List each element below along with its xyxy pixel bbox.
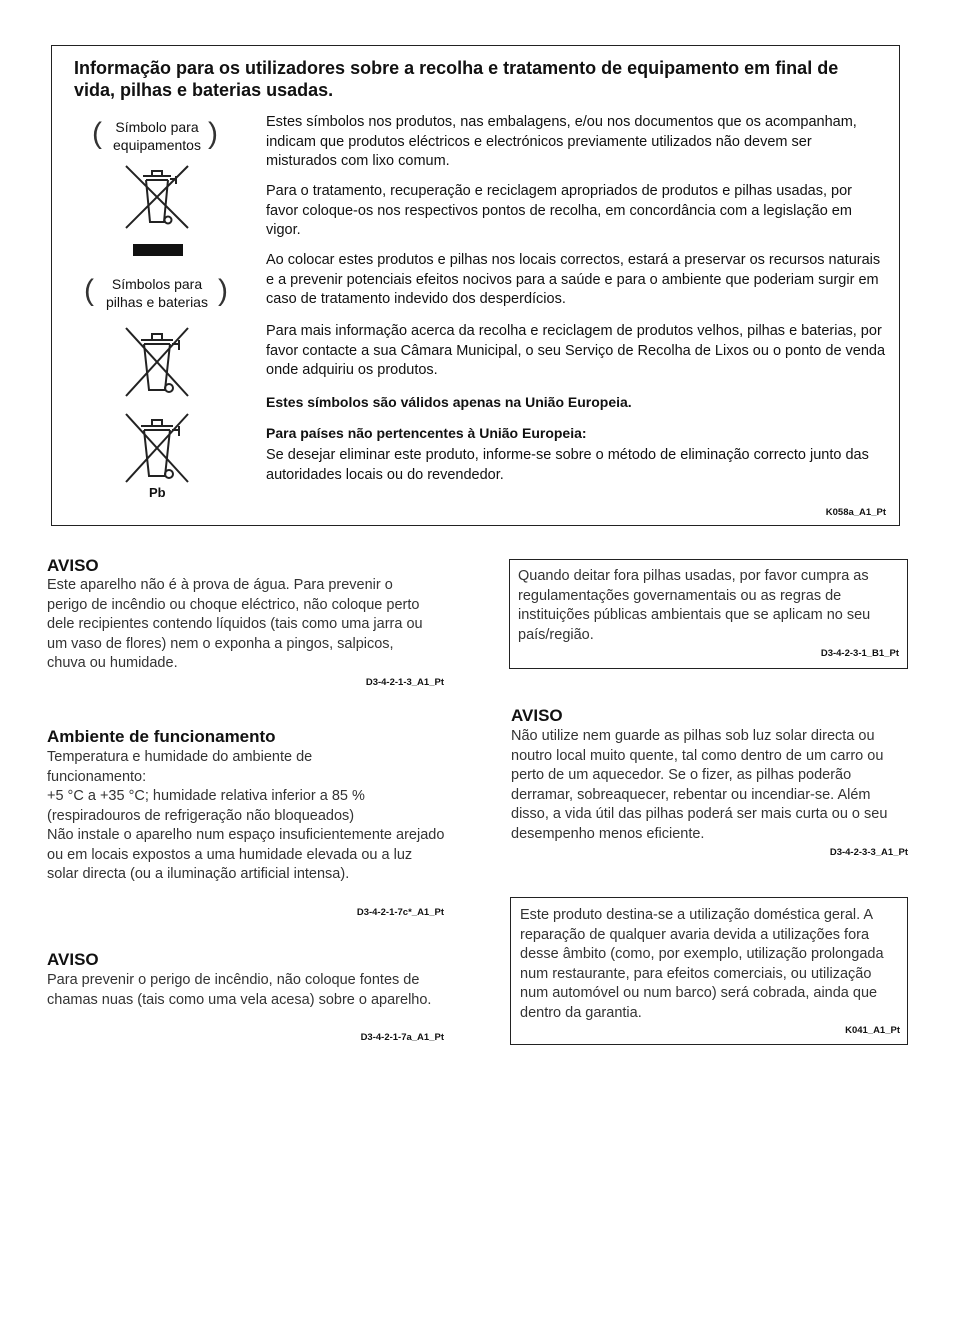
battery-disposal-box <box>509 559 908 669</box>
pb-label: Pb <box>149 485 166 500</box>
open-paren: ( <box>92 117 102 150</box>
domestic-use-text: Este produto destina-se a utilização doméstica geral. A reparação de qualquer avaria devida a utilizações fora desse âmbito (como, por exemplo, utilização prolongada num restaurante, para efeitos comerciais, ou utilização num automóvel ou num barco) será cobrada, ainda que dentro da garantia. <box>520 907 884 1021</box>
notice-paragraph-2: Para o tratamento, recuperação e reciclagem apropriados de produtos e pilhas usadas, por favor coloque-os nos respectivos pontos de recolha, em concordância com a legislação em vigor. <box>266 183 852 238</box>
aviso3-code: D3-4-2-3-3_A1_Pt <box>829 847 908 858</box>
notice-paragraph-4: Para mais informação acerca da recolha e reciclagem de produtos velhos, pilhas e baterias, por favor contacte a sua Câmara Municipal, o seu Serviço de Recolha de Lixos ou o ponto de venda onde adquiriu os produtos. <box>266 323 886 378</box>
aviso3-heading: AVISO <box>511 706 563 725</box>
notice-paragraph-1: Estes símbolos nos produtos, nas embalagens, e/ou nos documentos que os acompanham, indicam que produtos eléctricos e electrónicos previamente utilizados não devem ser misturados com lixo comum. <box>266 114 857 169</box>
ambiente-code: D3-4-2-1-7c*_A1_Pt <box>356 907 444 918</box>
ambiente-text-3: Não instale o aparelho num espaço insuficientemente arejado ou em locais expostos a uma humidade elevada ou a luz solar directa (ou a iluminação artificial intensa). <box>47 827 445 883</box>
crossed-bin-battery-pb-icon <box>124 412 190 484</box>
battery-disposal-code: D3-4-2-3-1_B1_Pt <box>820 648 899 659</box>
close-paren: ) <box>208 117 218 150</box>
aviso1-heading: AVISO <box>47 556 99 575</box>
non-eu-heading: Para países não pertencentes à União Europeia: <box>266 425 587 441</box>
non-eu-text: Se desejar eliminar este produto, informe-se sobre o método de eliminação correcto junto das autoridades locais ou do revendedor. <box>266 447 869 483</box>
aviso2-heading: AVISO <box>47 950 99 969</box>
ambiente-text-1: Temperatura e humidade do ambiente de funcionamento: <box>47 749 313 785</box>
aviso1-text: Este aparelho não é à prova de água. Para prevenir o perigo de incêndio ou choque eléctrico, não coloque perto dele recipientes contendo líquidos (tais como uma jarra ou um vaso de flores) nem o exponha a pingos, salpicos, chuva ou humidade. <box>47 577 423 672</box>
symbol-equipment-label-group <box>90 114 224 158</box>
notice-code: K058a_A1_Pt <box>825 507 886 518</box>
ambiente-heading: Ambiente de funcionamento <box>47 727 276 746</box>
aviso2-text: Para prevenir o perigo de incêndio, não coloque fontes de chamas nuas (tais como uma vela acesa) sobre o aparelho. <box>47 972 432 1008</box>
ambiente-text-2: +5 °C a +35 °C; humidade relativa inferior a 85 % (respiradouros de refrigeração não bloqueados) <box>47 788 365 824</box>
notice-title: Informação para os utilizadores sobre a recolha e tratamento de equipamento em final de vida, pilhas e baterias usadas. <box>74 58 839 100</box>
symbol-batteries-label-group <box>84 271 230 315</box>
symbol-equipment-label: Símbolo para equipamentos <box>113 119 201 153</box>
crossed-bin-equipment-icon <box>124 164 190 260</box>
crossed-bin-battery-icon <box>124 326 190 398</box>
eu-valid-text: Estes símbolos são válidos apenas na União Europeia. <box>266 394 632 410</box>
aviso3-text: Não utilize nem guarde as pilhas sob luz solar directa ou noutro local muito quente, tal como dentro de um carro ou perto de um aquecedor. Se o fizer, as pilhas poderão derramar, sobreaquecer, rebentar ou incendiar-se. Além disso, a vida útil das pilhas poderá ser mais curta ou o seu desempenho menos eficiente. <box>511 728 888 842</box>
symbol-batteries-label: Símbolos para pilhas e baterias <box>106 276 208 310</box>
aviso1-code: D3-4-2-1-3_A1_Pt <box>365 677 444 688</box>
aviso2-code: D3-4-2-1-7a_A1_Pt <box>360 1032 444 1043</box>
notice-paragraph-3: Ao colocar estes produtos e pilhas nos locais correctos, estará a preservar os recursos naturais e a prevenir potenciais efeitos nocivos para a saúde e para o ambiente que poderiam surgir em caso de tratamento indevido dos desperdícios. <box>266 252 881 307</box>
domestic-use-box <box>510 897 908 1045</box>
open-paren: ( <box>84 274 94 307</box>
domestic-use-code: K041_A1_Pt <box>845 1025 900 1036</box>
battery-disposal-text: Quando deitar fora pilhas usadas, por favor cumpra as regulamentações governamentais ou as regras de instituições públicas ambientais que se aplicam no seu país/região. <box>518 568 871 643</box>
close-paren: ) <box>218 274 228 307</box>
